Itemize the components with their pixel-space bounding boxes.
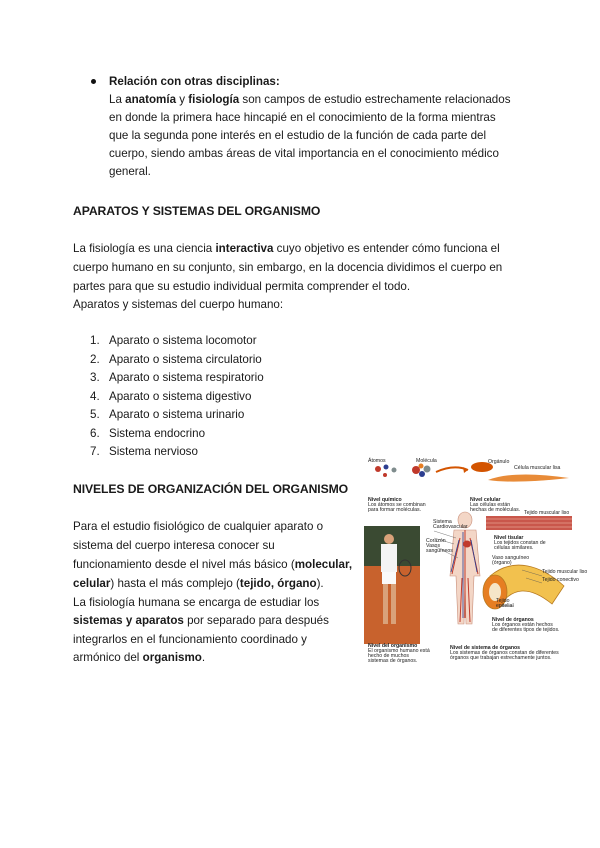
label-celula-muscular: Célula muscular lisa — [514, 465, 561, 471]
list-item: 3. Aparato o sistema respiratorio — [90, 371, 264, 384]
list-item: 4. Aparato o sistema digestivo — [90, 389, 252, 403]
label-nivel-sistema-d1: Los sistemas de órganos constan de diferentes — [450, 650, 559, 656]
label-sistema-cv-2: Cardiovascular — [433, 524, 468, 530]
organization-levels-figure — [364, 458, 588, 670]
label-nivel-quimico: Nivel químico — [368, 497, 402, 503]
label-nivel-tisular-d1: Los tejidos constan de — [494, 540, 546, 546]
list-item: 6. Sistema endocrino — [90, 426, 206, 440]
label-nivel-organismo: Nivel del organismo — [368, 643, 418, 649]
relacion-line-1: La anatomía y fisiología son campos de estudio estrechamente relacionados — [109, 93, 511, 106]
aparatos-list — [90, 332, 264, 462]
niveles-line-5: La fisiología humana se encarga de estudiar los — [73, 596, 320, 609]
label-nivel-organismo-d3: sistemas de órganos. — [368, 658, 418, 664]
label-vaso-sanguineo-2: (órgano) — [492, 560, 512, 566]
niveles-line-4: celular) hasta el más complejo (tejido, órgano). — [73, 577, 324, 590]
label-nivel-quimico-d1: Los átomos se combinan — [368, 502, 426, 508]
label-sanguineos: sanguíneos — [426, 548, 453, 554]
label-tejido-conectivo: Tejido conectivo — [542, 577, 579, 583]
relacion-heading: Relación con otras disciplinas: — [109, 75, 280, 88]
label-nivel-tisular: Nivel tisular — [494, 535, 524, 541]
list-item: 1. Aparato o sistema locomotor — [90, 334, 257, 347]
aparatos-para-line-4: Aparatos y sistemas del cuerpo humano: — [73, 298, 284, 311]
label-nivel-organismo-d1: El organismo humano está — [368, 648, 430, 654]
niveles-line-8: armónico del organismo. — [73, 651, 206, 664]
aparatos-para-line-1: La fisiología es una ciencia interactiva cuyo objetivo es entender cómo funciona el — [73, 242, 500, 255]
label-nivel-organismo-d2: hecho de muchos — [368, 653, 409, 659]
label-nivel-sistema: Nivel de sistema de órganos — [450, 645, 521, 651]
niveles-line-1: Para el estudio fisiológico de cualquier aparato o — [73, 520, 324, 533]
list-item: 2. Aparato o sistema circulatorio — [90, 352, 262, 366]
aparatos-para-line-3: partes para que su estudio individual permita comprender el todo. — [73, 280, 411, 293]
label-nivel-organos: Nivel de órganos — [492, 617, 534, 623]
label-tejido-muscular: Tejido muscular liso — [524, 510, 570, 516]
label-vasos: Vasos — [426, 543, 441, 549]
relacion-line-2: en donde la primera hace hincapié en el conocimiento de la forma mientras — [109, 111, 496, 124]
label-molecula: Molécula — [416, 458, 437, 464]
relacion-line-3: que la segunda pone interés en el estudio de la función de cada parte del — [109, 129, 487, 142]
label-nivel-organos-d1: Los órganos están hechos — [492, 622, 553, 628]
list-item: 7. Sistema nervioso — [90, 445, 198, 458]
label-atomos: Átomos — [368, 458, 386, 464]
niveles-line-6: sistemas y aparatos por separado para después — [73, 614, 329, 627]
niveles-title: NIVELES DE ORGANIZACIÓN DEL ORGANISMO — [73, 482, 349, 496]
niveles-line-7: integrarlos en el funcionamiento coordinado y — [73, 633, 307, 646]
niveles-line-2: sistema del cuerpo interesa conocer su — [73, 539, 275, 552]
label-nivel-celular-d1: Las células están — [470, 502, 511, 508]
bullet-point — [91, 79, 96, 84]
label-tejido-epitelial-1: Tejido — [496, 598, 510, 604]
label-nivel-organos-d2: de diferentes tipos de tejidos. — [492, 627, 560, 633]
relacion-line-4: cuerpo, siendo ambas áreas de vital importancia en el conocimiento médico — [109, 147, 499, 160]
niveles-line-3: funcionamiento desde el nivel más básico (molecular, — [73, 558, 353, 571]
label-nivel-celular: Nivel celular — [470, 497, 501, 503]
aparatos-para-line-2: cuerpo humano en su conjunto, sin embargo, en la docencia dividimos el cuerpo en — [73, 261, 503, 274]
label-vaso-sanguineo-1: Vaso sanguíneo — [492, 555, 530, 561]
label-nivel-celular-d2: hechas de moléculas. — [470, 507, 521, 513]
label-tejido-epitelial-2: epitelial — [496, 603, 514, 609]
list-item: 5. Aparato o sistema urinario — [90, 408, 245, 421]
label-nivel-sistema-d2: órganos que trabajan estrechamente juntos. — [450, 655, 552, 661]
label-nivel-tisular-d2: células similares. — [494, 545, 534, 551]
relacion-line-5: general. — [109, 165, 151, 178]
figure-drawing — [364, 458, 572, 670]
label-nivel-quimico-d2: para formar moléculas. — [368, 507, 422, 513]
aparatos-title: APARATOS Y SISTEMAS DEL ORGANISMO — [73, 204, 321, 218]
label-organulo: Orgánulo — [488, 459, 510, 465]
label-tejido-muscular-liso: Tejido muscular liso — [542, 569, 588, 575]
label-sistema-cv-1: Sistema — [433, 519, 452, 525]
label-corazon: Corazón — [426, 538, 446, 544]
